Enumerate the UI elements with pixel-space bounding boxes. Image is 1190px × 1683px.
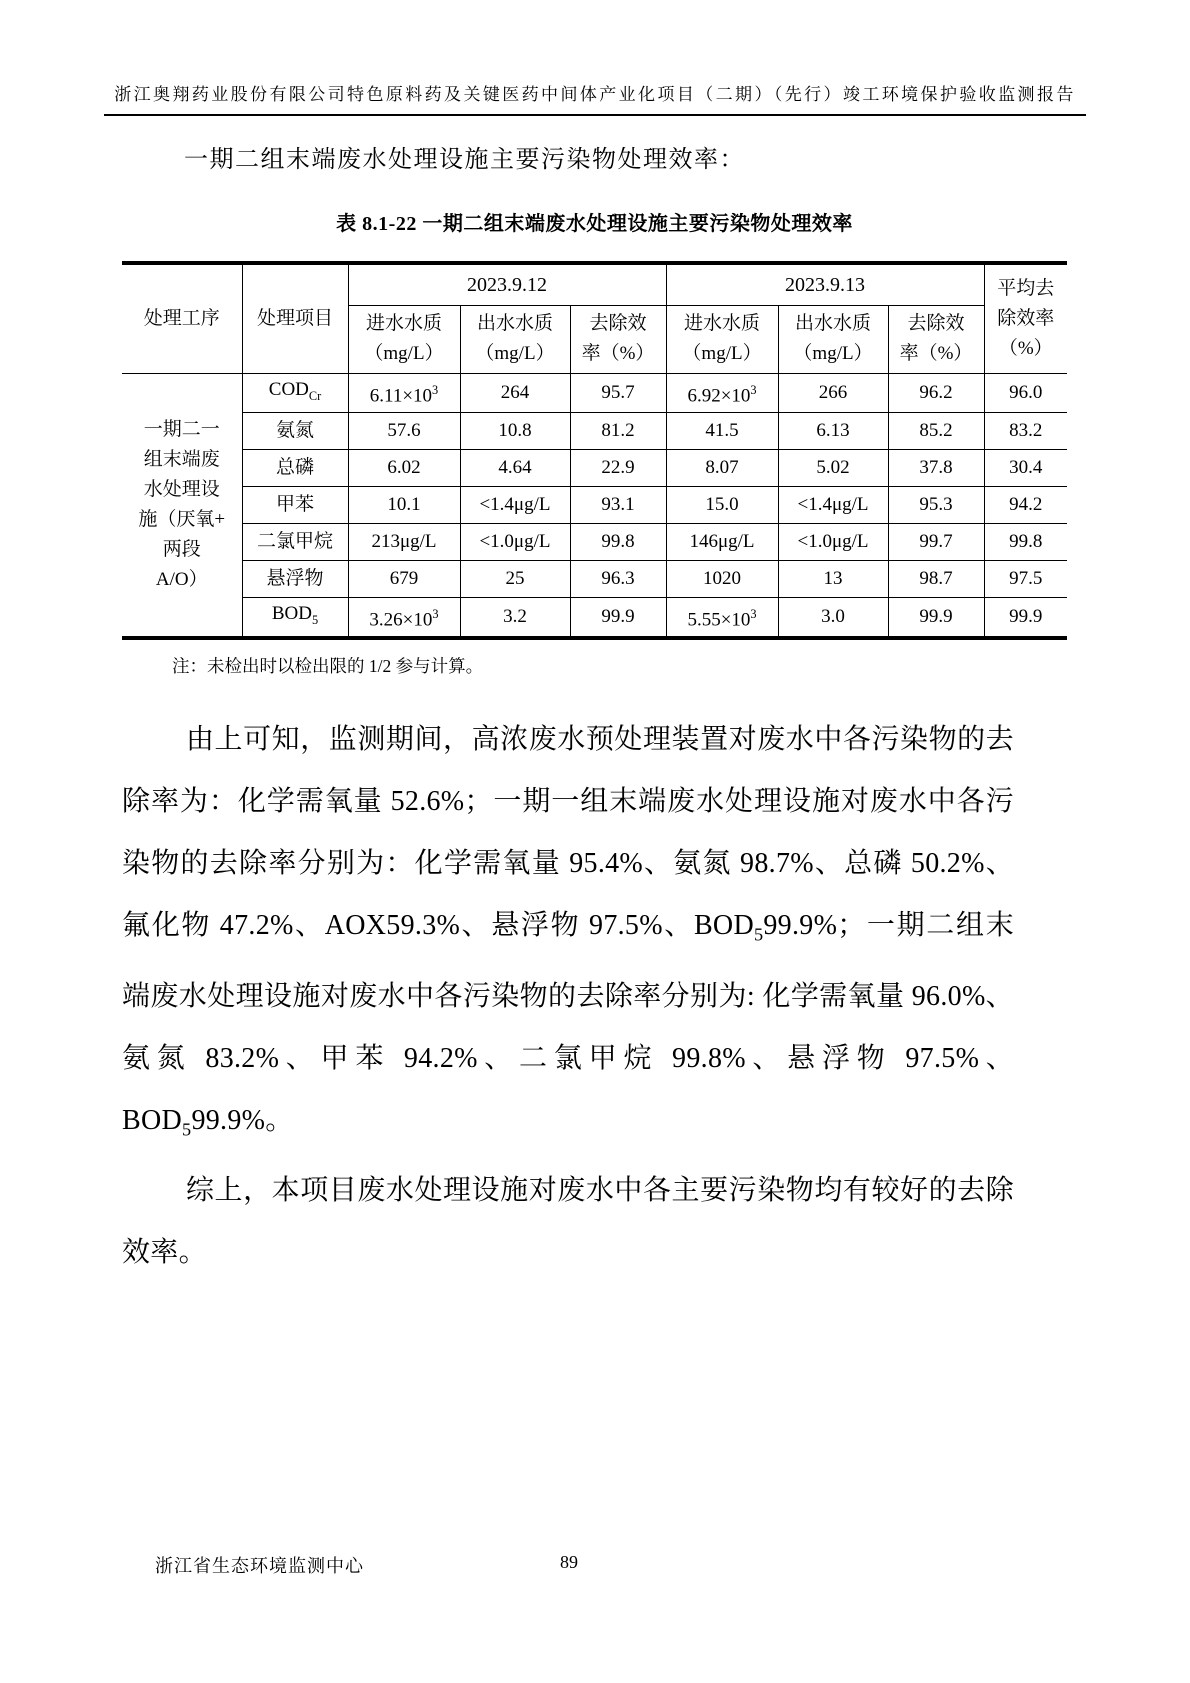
table-cell: $6.11\times 10^3$ — [348, 373, 460, 412]
table-cell: 95.7 — [570, 373, 666, 412]
table-cell: 93.1 — [570, 486, 666, 523]
table-cell: 99.8 — [570, 523, 666, 560]
table-cell: 85.2 — [888, 412, 984, 449]
col-header-inflow-1: 进水水质 （mg/L） — [348, 305, 460, 373]
table-cell-item: 甲苯 — [242, 486, 348, 523]
table-cell: 96.2 — [888, 373, 984, 412]
table-title: 表 8.1-22 一期二组末端废水处理设施主要污染物处理效率 — [336, 213, 853, 235]
table-cell: <1.4μg/L — [778, 486, 888, 523]
table-cell: <1.0μg/L — [778, 523, 888, 560]
table-cell-item: 总磷 — [242, 449, 348, 486]
table-cell-average: 99.9 — [984, 597, 1067, 638]
table-cell: 10.1 — [348, 486, 460, 523]
col-header-removal-2: 去除效 率（%） — [888, 305, 984, 373]
table-cell-average: 97.5 — [984, 560, 1067, 597]
pollutant-removal-table — [122, 261, 1067, 640]
col-header-inflow-2: 进水水质 （mg/L） — [666, 305, 778, 373]
table-cell-item: 悬浮物 — [242, 560, 348, 597]
table-row — [122, 523, 1067, 560]
table-cell-average: 30.4 — [984, 449, 1067, 486]
col-header-item: 处理项目 — [242, 263, 348, 373]
page-header-text: 浙江奥翔药业股份有限公司特色原料药及关键医药中间体产业化项目（二期）（先行）竣工环境保护验收监测报告 — [114, 85, 1076, 104]
table-cell: 213μg/L — [348, 523, 460, 560]
table-cell: 81.2 — [570, 412, 666, 449]
footer-organization: 浙江省生态环境监测中心 — [155, 1556, 364, 1576]
intro-line: 一期二组末端废水处理设施主要污染物处理效率： — [184, 147, 745, 173]
table-cell: 99.9 — [888, 597, 984, 638]
table-cell: 41.5 — [666, 412, 778, 449]
table-cell-average: 96.0 — [984, 373, 1067, 412]
table-cell: 264 — [460, 373, 570, 412]
table-note: 注：未检出时以检出限的 1/2 参与计算。 — [172, 656, 484, 677]
table-cell: 10.8 — [460, 412, 570, 449]
table-cell: 13 — [778, 560, 888, 597]
table-row — [122, 486, 1067, 523]
table-cell: 37.8 — [888, 449, 984, 486]
page-content — [122, 0, 1067, 1284]
paragraph-2: 综上，本项目废水处理设施对废水中各主要污染物均有较好的去除效率。 — [122, 1175, 1014, 1269]
table-cell: 99.9 — [570, 597, 666, 638]
table-cell: 95.3 — [888, 486, 984, 523]
table-cell-item: $BOD_5$ — [242, 597, 348, 638]
table-cell-average: 94.2 — [984, 486, 1067, 523]
table-row — [122, 560, 1067, 597]
paragraph-1: 由上可知，监测期间，高浓废水预处理装置对废水中各污染物的去除率为：化学需氧量 52.6%；一期一组末端废水处理设施对废水中各污染物的去除率分别为：化学需氧量 95.4%、氨氮 98.7%、总磷 50.2%、氟化物 47.2%、AOX59.3%、悬浮物 97.5%、$BOD_599.9\%$；一期二组末端废水处理设施对废水中各污染物的去除率分别为: 化学需氧量 96.0%、氨氮 83.2%、甲苯 94.2%、二氯甲烷 99.8%、悬浮物 97.5%、$BOD_599.9\%$。 — [122, 724, 1015, 1140]
table-cell: 15.0 — [666, 486, 778, 523]
table-cell-average: 99.8 — [984, 523, 1067, 560]
table-cell: 266 — [778, 373, 888, 412]
col-header-average: 平均去 除效率 （%） — [984, 263, 1067, 373]
table-row — [122, 597, 1067, 638]
table-cell: 22.9 — [570, 449, 666, 486]
process-merged-cell: 一期二一 组末端废 水处理设 施（厌氧+ 两段 A/O） — [122, 373, 242, 638]
table-cell: 1020 — [666, 560, 778, 597]
col-header-removal-1: 去除效 率（%） — [570, 305, 666, 373]
table-cell: 98.7 — [888, 560, 984, 597]
footer-page-number: 89 — [560, 1552, 578, 1572]
col-header-process: 处理工序 — [122, 263, 242, 373]
table-cell: 3.0 — [778, 597, 888, 638]
table-cell: <1.0μg/L — [460, 523, 570, 560]
col-header-date-2: 2023.9.13 — [666, 263, 984, 305]
table-cell: 6.13 — [778, 412, 888, 449]
table-cell: 8.07 — [666, 449, 778, 486]
table-cell: 3.2 — [460, 597, 570, 638]
table-row — [122, 373, 1067, 412]
table-cell: 4.64 — [460, 449, 570, 486]
table-row — [122, 412, 1067, 449]
table-cell: 96.3 — [570, 560, 666, 597]
table-cell-item: 氨氮 — [242, 412, 348, 449]
col-header-outflow-1: 出水水质 （mg/L） — [460, 305, 570, 373]
table-cell: 5.02 — [778, 449, 888, 486]
table-cell-average: 83.2 — [984, 412, 1067, 449]
table-cell: 99.7 — [888, 523, 984, 560]
col-header-outflow-2: 出水水质 （mg/L） — [778, 305, 888, 373]
table-cell: $5.55\times 10^3$ — [666, 597, 778, 638]
table-cell: 6.02 — [348, 449, 460, 486]
table-cell: 679 — [348, 560, 460, 597]
table-cell: $6.92\times 10^3$ — [666, 373, 778, 412]
table-row — [122, 449, 1067, 486]
table-cell: 57.6 — [348, 412, 460, 449]
table-cell-item: $COD_{Cr}$ — [242, 373, 348, 412]
table-cell: 25 — [460, 560, 570, 597]
table-header-row-1 — [122, 263, 1067, 305]
table-cell: <1.4μg/L — [460, 486, 570, 523]
col-header-date-1: 2023.9.12 — [348, 263, 666, 305]
table-cell: $3.26\times 10^3$ — [348, 597, 460, 638]
table-cell-item: 二氯甲烷 — [242, 523, 348, 560]
table-cell: 146μg/L — [666, 523, 778, 560]
